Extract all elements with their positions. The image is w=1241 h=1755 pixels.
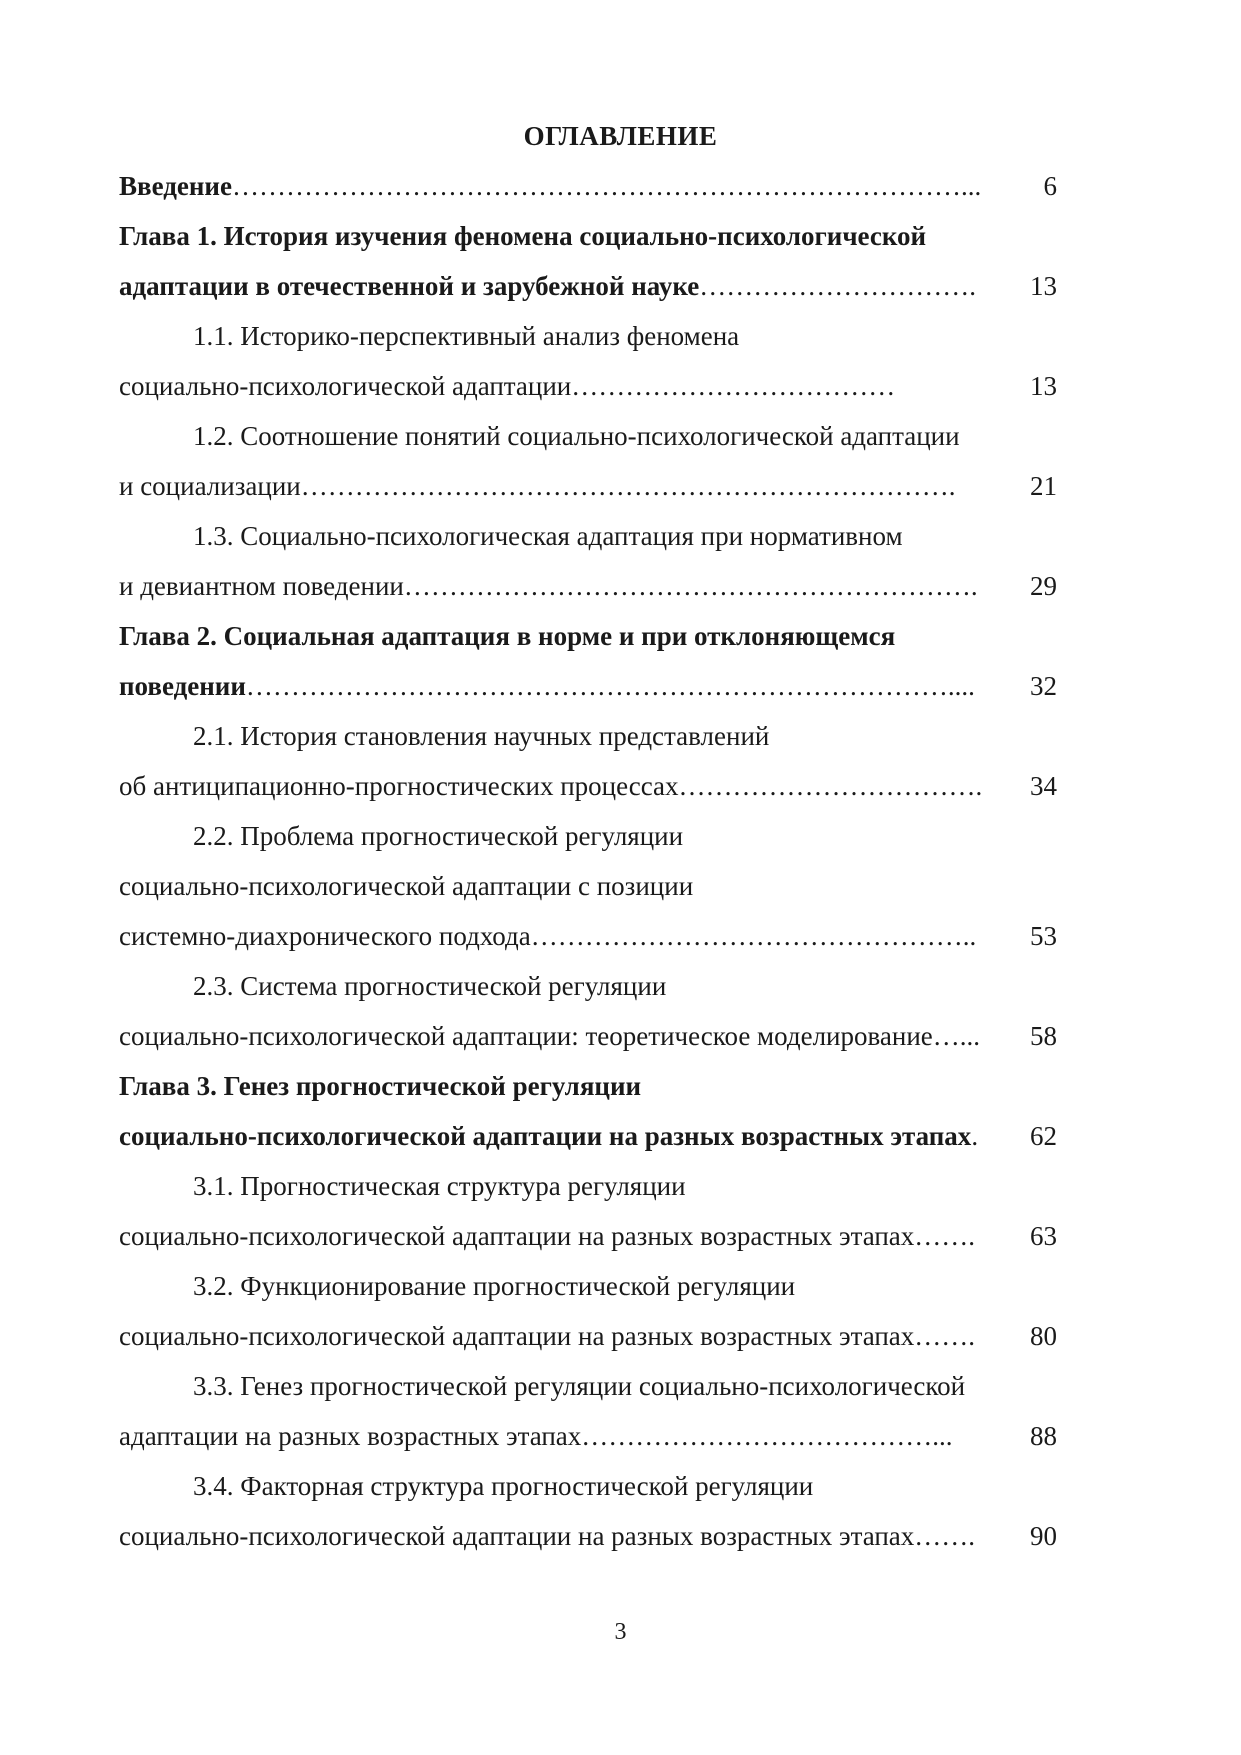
toc-leader-dots: ……………………………………………………………………....	[245, 671, 975, 701]
toc-entry-text: 3.4. Факторная структура прогностической регуляции	[193, 1471, 814, 1501]
toc-entry-2-1-cont	[119, 766, 1057, 806]
toc-entry-3-3	[193, 1366, 1057, 1406]
toc-entry-chapter-2	[119, 616, 1057, 656]
toc-entry-chapter-3	[119, 1066, 1057, 1106]
toc-page-number: 21	[1030, 471, 1057, 501]
toc-page-number: 88	[1030, 1421, 1057, 1451]
toc-leader-dots: …………………………………………..	[530, 921, 977, 951]
toc-entry-text: Глава 3. Генез прогностической регуляции	[119, 1071, 642, 1101]
toc-entry-text: системно-диахронического подхода	[119, 921, 531, 951]
toc-entry-1-3	[193, 516, 1057, 556]
toc-entry-text: об антиципационно-прогностических процессах	[119, 771, 679, 801]
toc-entry-2-2	[193, 816, 1057, 856]
toc-entry-text: Глава 2. Социальная адаптация в норме и при отклоняющемся	[119, 621, 896, 651]
toc-entry-text: адаптации в отечественной и зарубежной науке	[119, 271, 700, 301]
toc-page-number: 62	[1030, 1121, 1057, 1151]
toc-entry-text: 1.1. Историко-перспективный анализ феномена	[193, 321, 740, 351]
toc-page-number: 13	[1030, 271, 1057, 301]
toc-entry-text: Глава 1. История изучения феномена социально-психологической	[119, 221, 927, 251]
toc-page-number: 32	[1030, 671, 1057, 701]
toc-entry-3-2	[193, 1266, 1057, 1306]
toc-entry-text: социально-психологической адаптации: теоретическое моделирование	[119, 1021, 933, 1051]
toc-entry-chapter-2-cont	[119, 666, 1057, 706]
toc-leader-dots: ………………………………	[571, 371, 896, 401]
toc-entry-2-1	[193, 716, 1057, 756]
toc-entry-introduction	[119, 166, 1057, 206]
toc-entry-text: 3.2. Функционирование прогностической регуляции	[193, 1271, 796, 1301]
toc-entry-text: и социализации	[119, 471, 301, 501]
toc-leader-dots: ………………………….	[699, 271, 977, 301]
toc-entry-text: поведении	[119, 671, 246, 701]
toc-entry-text: 2.3. Система прогностической регуляции	[193, 971, 667, 1001]
toc-entry-text: социально-психологической адаптации на разных возрастных этапах	[119, 1521, 915, 1551]
toc-leader-dots: …….	[914, 1221, 976, 1251]
toc-entry-1-3-cont	[119, 566, 1057, 606]
toc-leader-dots: …….	[914, 1321, 976, 1351]
toc-entry-text: 1.2. Соотношение понятий социально-психологической адаптации	[193, 421, 960, 451]
toc-entry-1-2	[193, 416, 1057, 456]
toc-page-number: 80	[1030, 1321, 1057, 1351]
toc-leader-dots: …….	[914, 1521, 976, 1551]
toc-page-number: 29	[1030, 571, 1057, 601]
toc-leader-dots: ……………………………………………………………….	[300, 471, 956, 501]
toc-entry-text: социально-психологической адаптации на разных возрастных этапах	[119, 1321, 915, 1351]
toc-entry-text: социально-психологической адаптации на разных возрастных этапах	[119, 1221, 915, 1251]
toc-entry-2-2-cont	[119, 866, 1057, 906]
page-title: ОГЛАВЛЕНИЕ	[523, 121, 718, 151]
toc-entry-2-3-cont	[119, 1016, 1057, 1056]
toc-entry-text: 2.1. История становления научных представлений	[193, 721, 770, 751]
toc-entry-text: социально-психологической адаптации	[119, 371, 572, 401]
toc-entry-1-1-cont	[119, 366, 1057, 406]
toc-entry-3-3-cont	[119, 1416, 1057, 1456]
toc-leader-dots: .	[971, 1121, 979, 1151]
toc-entry-1-1	[193, 316, 1057, 356]
toc-entry-3-2-cont	[119, 1316, 1057, 1356]
toc-entry-text: 1.3. Социально-психологическая адаптация при нормативном	[193, 521, 903, 551]
toc-entry-text: 3.3. Генез прогностической регуляции социально-психологической	[193, 1371, 966, 1401]
toc-entry-2-3	[193, 966, 1057, 1006]
toc-entry-text: социально-психологической адаптации с позиции	[119, 871, 694, 901]
toc-page-number: 58	[1030, 1021, 1057, 1051]
page-number: 3	[614, 1619, 627, 1645]
toc-entry-chapter-3-cont	[119, 1116, 1057, 1156]
toc-entry-text: 2.2. Проблема прогностической регуляции	[193, 821, 684, 851]
toc-entry-chapter-1-cont	[119, 266, 1057, 306]
toc-leader-dots: ………………………………………………………………………...	[231, 171, 982, 201]
toc-entry-text: 3.1. Прогностическая структура регуляции	[193, 1171, 686, 1201]
toc-page-number: 53	[1030, 921, 1057, 951]
toc-entry-text: Введение	[119, 171, 232, 201]
toc-leader-dots: …...	[932, 1021, 981, 1051]
toc-entry-text: адаптации на разных возрастных этапах	[119, 1421, 582, 1451]
toc-entry-3-4-cont	[119, 1516, 1057, 1556]
toc-leader-dots: …………………………………...	[581, 1421, 953, 1451]
toc-entry-text: и девиантном поведении	[119, 571, 404, 601]
toc-entry-3-4	[193, 1466, 1057, 1506]
toc-leader-dots: ……………………………………………………….	[403, 571, 978, 601]
toc-leader-dots: …………………………….	[678, 771, 983, 801]
toc-entry-chapter-1	[119, 216, 1057, 256]
toc-page-number: 6	[1043, 171, 1057, 201]
toc-page-number: 90	[1030, 1521, 1057, 1551]
toc-entry-3-1	[193, 1166, 1057, 1206]
toc-entry-3-1-cont	[119, 1216, 1057, 1256]
toc-page-number: 63	[1030, 1221, 1057, 1251]
toc-entry-2-2-cont-2	[119, 916, 1057, 956]
toc-page-number: 13	[1030, 371, 1057, 401]
toc-entry-text: социально-психологической адаптации на разных возрастных этапах	[119, 1121, 972, 1151]
toc-entry-1-2-cont	[119, 466, 1057, 506]
toc-page-number: 34	[1030, 771, 1057, 801]
